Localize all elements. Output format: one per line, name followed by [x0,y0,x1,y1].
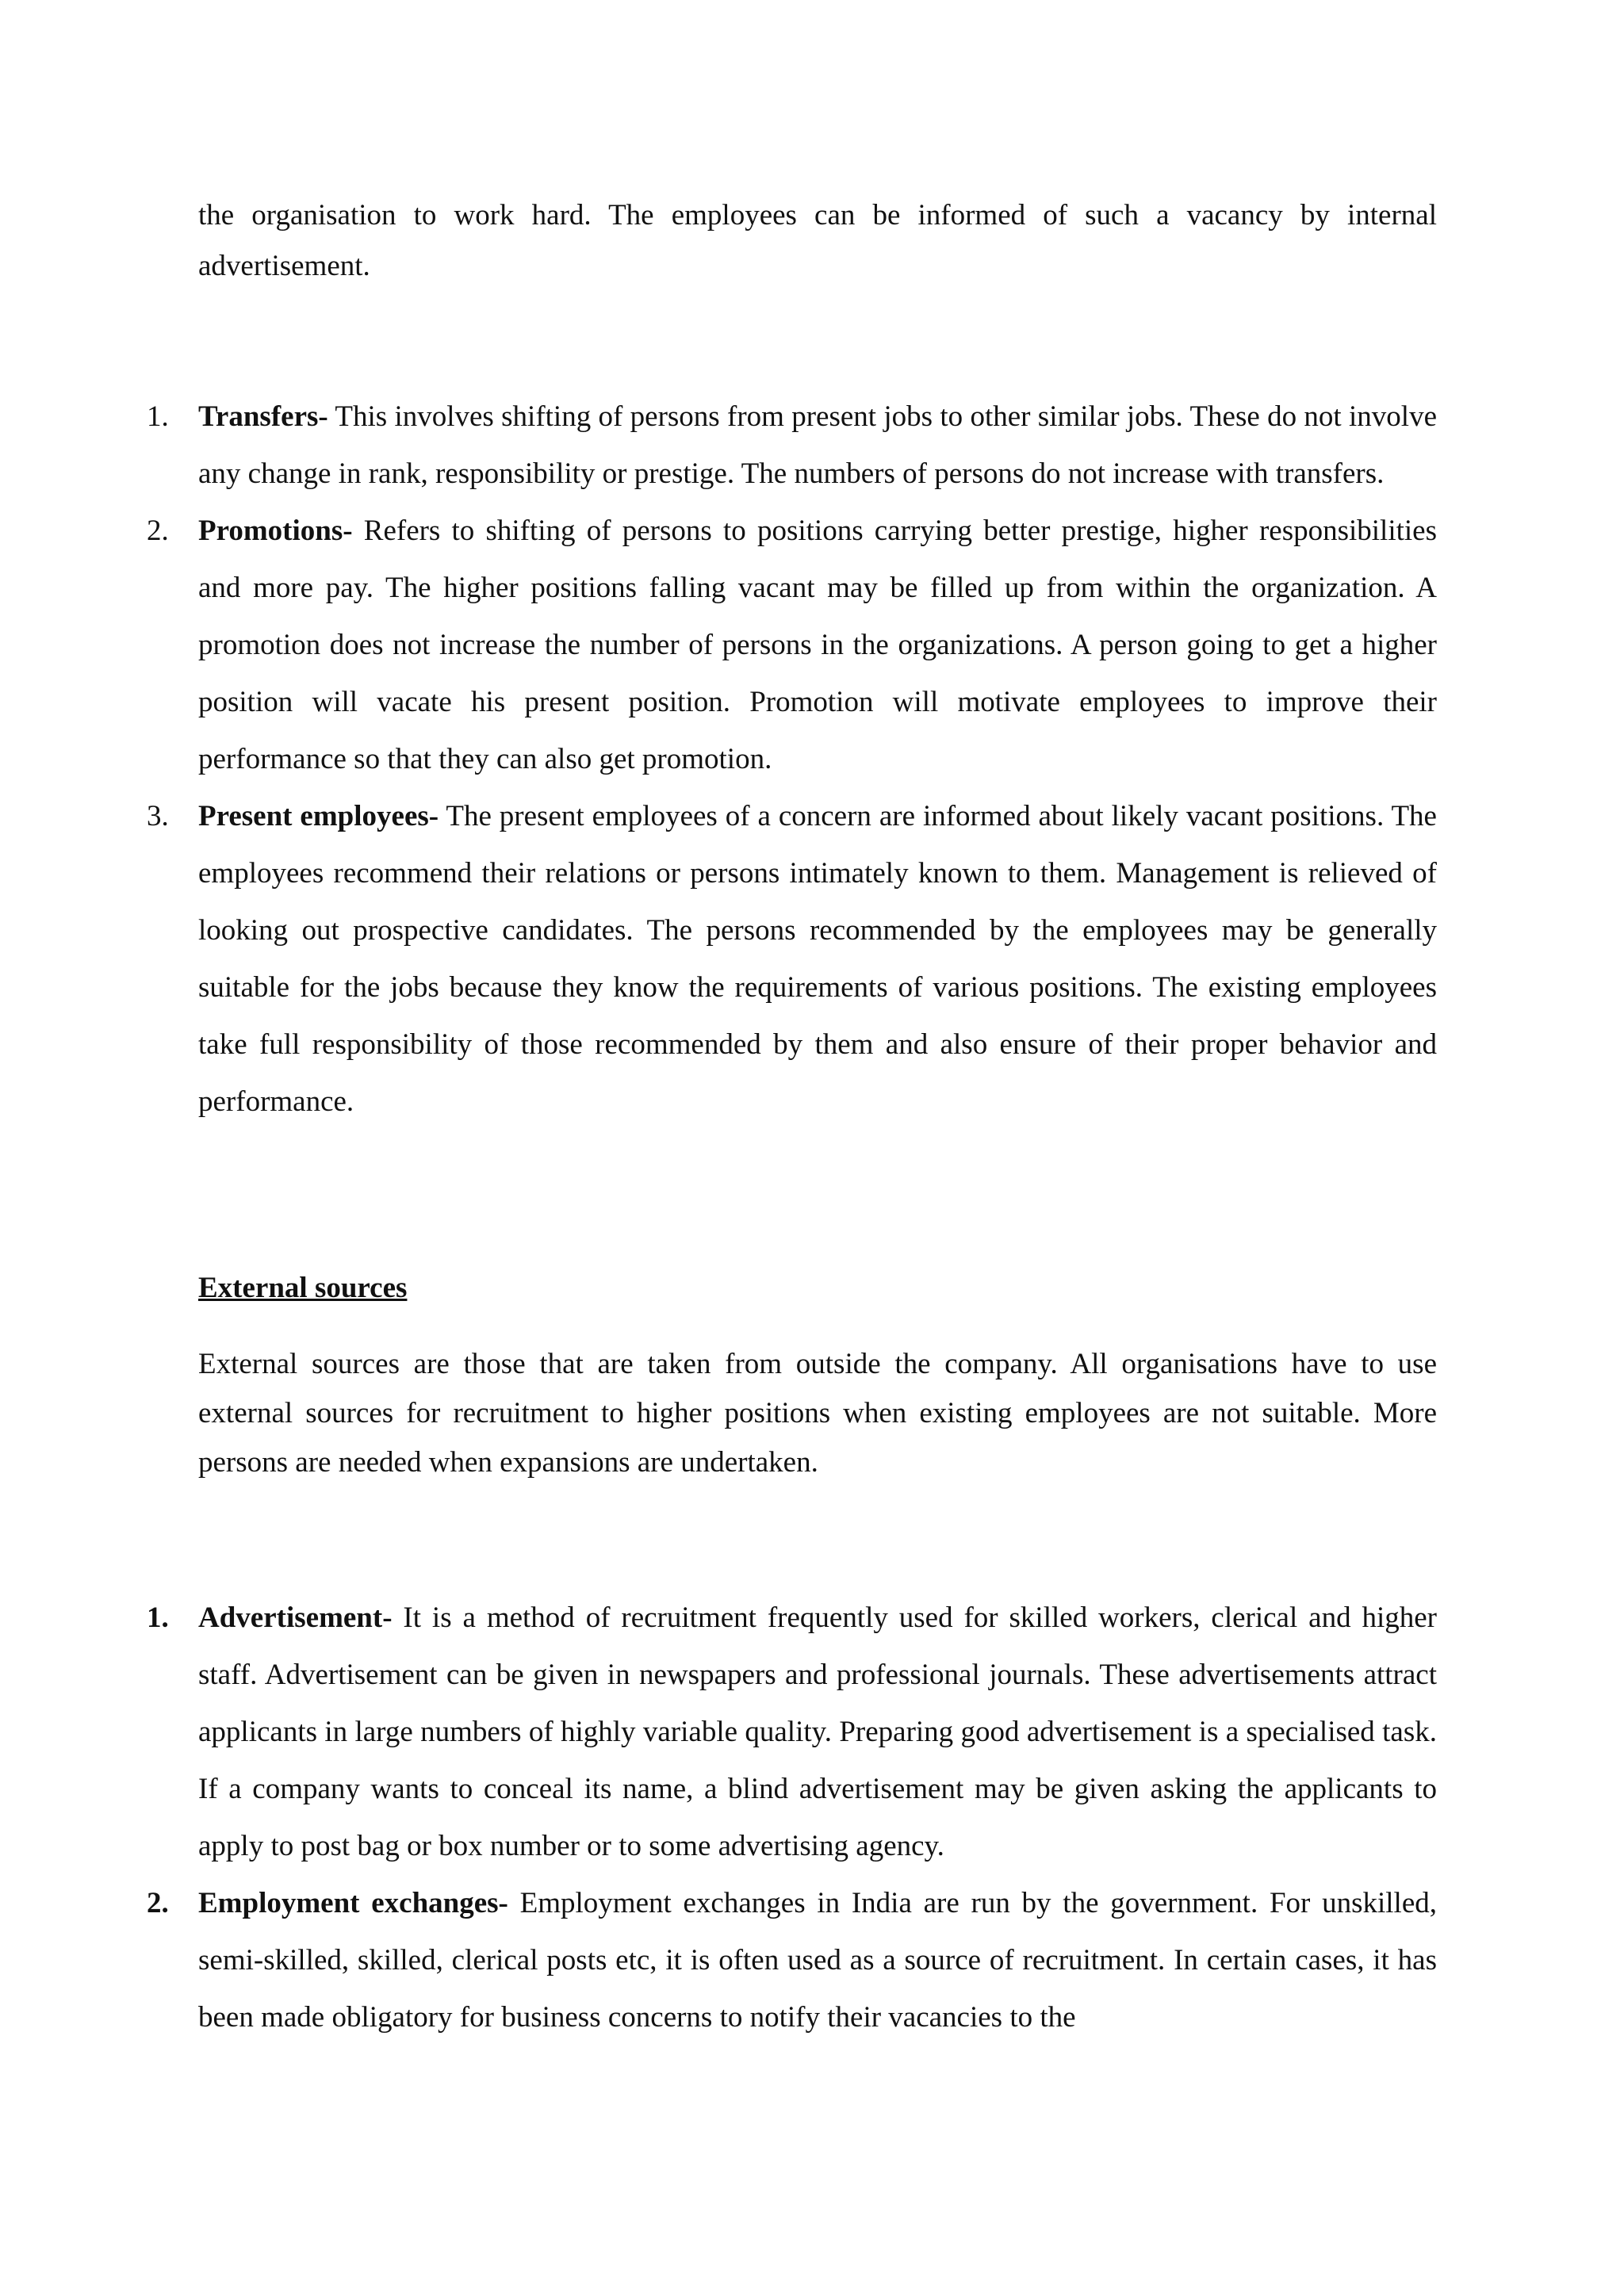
list-number: 3. [147,800,169,832]
list-term: Advertisement- [198,1601,393,1634]
list-text: This involves shifting of persons from present jobs to other similar jobs. These do not involve any change in rank, responsibility or prestige. The numbers of persons do not increase with transfers. [198,400,1437,490]
section-heading-external-sources: External sources [198,1272,408,1304]
list-number: 2. [147,1887,169,1919]
internal-sources-list [147,388,1437,1131]
list-number: 1. [147,1601,169,1634]
list-text: Employment exchanges in India are run by the government. For unskilled, semi-skilled, skilled, clerical posts etc, it is often used as a source of recruitment. In certain cases, it has been made obligatory for business concerns to notify their vacancies to the [198,1887,1437,2034]
external-sources-paragraph: External sources are those that are taken from outside the company. All organisations have to use external sources for recruitment to higher positions when existing employees are not suitable. More persons are needed when expansions are undertaken. [198,1348,1437,1479]
list-term: Employment exchanges- [198,1887,508,1919]
intro-paragraph: the organisation to work hard. The employees can be informed of such a vacancy by internal advertisement. [198,199,1437,282]
list-number: 2. [147,515,169,547]
list-text: Refers to shifting of persons to positions carrying better prestige, higher responsibilities and more pay. The higher positions falling vacant may be filled up from within the organization. A promotion does not increase the number of persons in the organizations. A person going to get a higher position will vacate his present position. Promotion will motivate employees to improve their performance so that they can also get promotion. [198,515,1437,775]
list-text: The present employees of a concern are informed about likely vacant positions. The employees recommend their relations or persons intimately known to them. Management is relieved of looking out prospective candidates. The persons recommended by the employees may be generally suitable for the jobs because they know the requirements of various positions. The existing employees take full responsibility of those recommended by them and also ensure of their proper behavior and performance. [198,800,1437,1118]
list-item-advertisement [147,1590,1437,1875]
list-term: Transfers- [198,400,328,433]
list-item-transfers [147,388,1437,503]
list-item-promotions [147,503,1437,788]
list-term: Present employees- [198,800,439,832]
list-number: 1. [147,400,169,433]
list-text: It is a method of recruitment frequently used for skilled workers, clerical and higher staff. Advertisement can be given in newspapers and professional journals. These advertisements attract applicants in large numbers of highly variable quality. Preparing good advertisement is a specialised task. If a company wants to conceal its name, a blind advertisement may be given asking the applicants to apply to post bag or box number or to some advertising agency. [198,1601,1437,1862]
list-item-employment-exchanges [147,1875,1437,2046]
list-term: Promotions- [198,515,353,547]
external-sources-list [147,1590,1437,2046]
list-item-present-employees [147,788,1437,1131]
